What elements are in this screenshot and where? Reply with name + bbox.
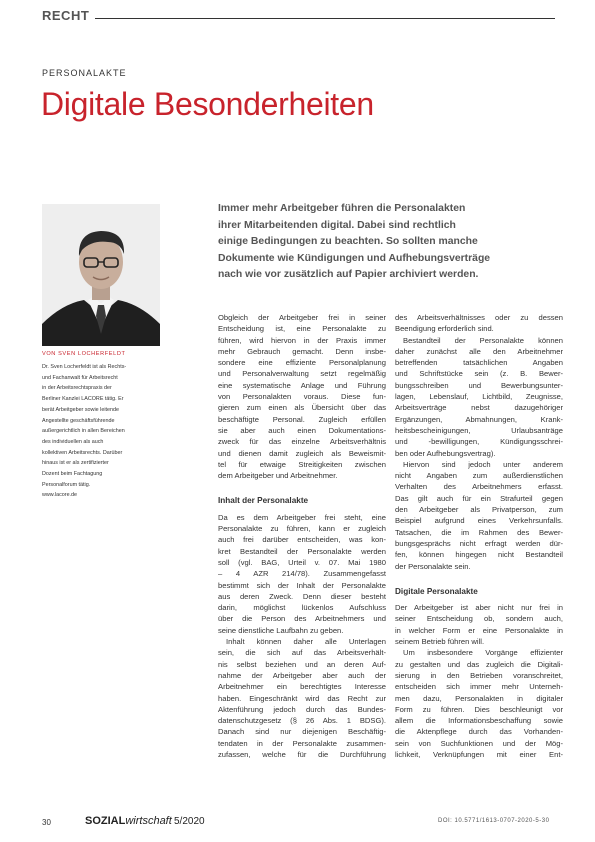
body-line: Da es dem Arbeitgeber frei steht, eine	[218, 512, 386, 522]
body-line: Tatsachen, die im Rahmen des Bewer-	[395, 527, 563, 537]
body-line: bungsschreiben und Bewerbungsunter-	[395, 380, 563, 390]
lead-line: Dokumente wie Kündigungen und Aufhebungsverträge	[218, 252, 491, 264]
body-line: soll (vgl. BAG, Urteil v. 07. Mai 1980	[218, 557, 386, 567]
body-line: daher zunächst alle den Arbeitnehmer	[395, 346, 563, 356]
author-website-link[interactable]: www.lacore.de	[42, 492, 78, 499]
body-column-2	[395, 312, 563, 760]
body-paragraph	[218, 636, 386, 760]
body-line: mehr Gebrauch gemacht. Denn insbe-	[218, 346, 386, 356]
issue-number: 5/2020	[174, 816, 205, 827]
body-paragraph	[218, 512, 386, 636]
author-bio	[42, 362, 164, 501]
author-bio-line: berät Arbeitgeber sowie leitende	[42, 406, 120, 413]
body-line: Aktenführung jedoch durch das Bundes-	[218, 704, 386, 714]
body-line: zu gestalten und das zugleich die Digitali-	[395, 659, 563, 669]
body-line: Beispiel aufgrund eines Verkehrsunfalls.	[395, 516, 563, 526]
body-line: haben. Eingeschränkt wird das Recht zur	[218, 693, 386, 703]
body-line: beschäftigte Personal. Zugleich erfüllen	[218, 414, 386, 424]
article-title: Digitale Besonderheiten	[41, 86, 374, 122]
body-line: Arbeitsverträge nebst dazugehöriger	[395, 403, 563, 413]
magazine-logo-bold: SOZIAL	[85, 815, 126, 827]
body-line: Personalakte zu führen, kann er zugleich	[218, 524, 386, 534]
body-line: seinem Betrieb führen will.	[395, 637, 485, 647]
body-line: sein von Suchfunktionen und der Mög-	[395, 738, 563, 748]
body-line: nicht Angaben zum außerdienstlichen	[395, 471, 563, 481]
body-line: des Arbeitsverhältnisses oder zu dessen	[395, 313, 563, 322]
lead-line: einige Bedingungen zu beachten. So sollten manche	[218, 236, 478, 247]
body-line: – 4 AZR 214/78). Zusammengefasst	[218, 569, 386, 579]
article-kicker: PERSONALAKTE	[42, 68, 127, 78]
body-line: von Personalakten voraus. Diese fun-	[218, 392, 386, 402]
body-line: die Aktenpflege durch das Vorhanden-	[395, 727, 563, 737]
body-line: den Arbeitgeber als Privatperson, zum	[395, 505, 563, 515]
subheading: Digitale Personalakte	[395, 586, 478, 596]
body-line: ben oder Aufhebungsvertrag).	[395, 448, 496, 458]
body-line: eine systematische Anlage und Führung	[218, 380, 386, 390]
body-line: betreffenden tatsächlichen Angaben	[395, 358, 563, 368]
body-line: Ergänzungen, Abmahnungen, Krank-	[395, 414, 563, 424]
body-line: sein, die sich auf das Arbeitsverhält-	[218, 648, 386, 658]
body-line: lichkeit, Verknüpfungen mit einer Ent-	[395, 749, 563, 759]
body-line: führen, wird hiervon in der Praxis immer	[218, 335, 386, 345]
lead-line: ihrer Mitarbeitenden digital. Dabei sind rechtlich	[218, 219, 456, 231]
author-bio-line: des individuellen als auch	[42, 438, 104, 445]
body-line: Um insbesondere Vorgänge effizienter	[403, 648, 563, 658]
section-label: RECHT	[42, 8, 90, 23]
body-line: Der Arbeitgeber ist aber nicht nur frei in	[395, 603, 563, 613]
body-paragraph	[395, 335, 563, 459]
body-line: sie aber auch einen Dokumentations-	[218, 425, 386, 435]
author-bio-line: kollektiven Arbeitsrechts. Darüber	[42, 449, 123, 456]
subheading: Inhalt der Personalakte	[218, 496, 309, 506]
body-line: Danach sind nur diejenigen Beschäftig-	[218, 727, 386, 737]
lead-line: Immer mehr Arbeitgeber führen die Personalakten	[218, 203, 466, 214]
body-paragraph	[218, 312, 386, 481]
body-line: und Schriftstücke sein (z. B. Bewer-	[395, 369, 563, 379]
body-line: kret Bestandteil der Personalakte werden	[218, 546, 386, 556]
body-line: und -bewilligungen, Kündigungsschrei-	[395, 437, 563, 447]
author-name: VON SVEN LOCHERFELDT	[42, 351, 126, 357]
body-paragraph	[395, 647, 563, 760]
author-bio-line: außergerichtlich in allen Bereichen	[42, 428, 125, 435]
body-line: der Personalakte sein.	[395, 561, 471, 571]
body-line: nahme der Arbeitgeber aber auch der	[218, 670, 386, 680]
body-line: über die Person des Arbeitnehmers und	[218, 614, 386, 624]
body-line: heitsbescheinigungen, Urlaubsanträge	[395, 425, 563, 435]
body-line: aus deren Zweck. Denn dieser besteht	[218, 591, 386, 601]
magazine-logo	[85, 815, 172, 827]
section-rule	[95, 18, 555, 19]
doi: DOI: 10.5771/1613-0707-2020-5-30	[438, 818, 550, 824]
author-bio-line: Dr. Sven Locherfeldt ist als Rechts-	[42, 364, 127, 370]
body-paragraph	[395, 459, 563, 572]
body-line: und dienen damit zugleich als Beweismit-	[218, 448, 386, 458]
author-photo	[42, 204, 160, 346]
body-line: darin, möglichst lückenlos Aufschluss	[218, 603, 386, 613]
body-line: Bestandteil der Personalakte können	[403, 335, 563, 345]
author-bio-line: Personalforum tätig.	[42, 481, 91, 488]
body-line: bestimmt sich der Inhalt der Personalakte	[218, 580, 386, 590]
author-bio-line: hinaus ist er als zertifizierter	[42, 460, 109, 467]
body-line: Beendigung erforderlich sind.	[395, 324, 494, 334]
body-line: Inhalt können daher alle Unterlagen	[226, 637, 386, 647]
article-lead	[218, 201, 554, 284]
body-line: Obgleich der Arbeitgeber frei in seiner	[218, 313, 386, 322]
body-line: Hiervon sind jedoch unter anderem	[403, 459, 563, 469]
body-line: fen, können hingegen nicht Bestandteil	[395, 550, 563, 560]
body-line: zweck für das einzelne Arbeitsverhältnis	[218, 437, 386, 447]
author-bio-line: und Fachanwalt für Arbeitsrecht	[42, 374, 118, 381]
body-line: und Personalverwaltung setzt regelmäßig	[218, 369, 386, 379]
body-line: nis selbst beziehen und an deren Auf-	[218, 659, 386, 669]
page-number: 30	[42, 818, 51, 827]
body-line: in welcher Form er eine Personalakte in	[395, 625, 563, 635]
author-bio-line: Dozent beim Fachtagung	[42, 471, 103, 478]
body-line: men dazu, Personalakten in digitaler	[395, 693, 563, 703]
body-line: dem Arbeitgeber und Arbeitnehmer.	[218, 471, 338, 481]
body-line: Arbeitnehmer ein berechtigtes Interesse	[218, 682, 386, 692]
body-paragraph	[395, 602, 563, 647]
body-line: Entscheidung ist, eine Personalakte zu	[218, 324, 386, 334]
magazine-logo-italic: wirtschaft	[125, 815, 172, 827]
body-line: bungsgesprächs nicht erfragt werden dür-	[395, 538, 563, 548]
body-line: zufassen, welche für die Durchführung	[218, 749, 386, 759]
body-line: entscheiden sich immer mehr Unterneh-	[395, 682, 563, 692]
body-paragraph	[395, 312, 563, 335]
body-line: allem die Informationsbeschaffung sowie	[395, 716, 563, 726]
body-line: Form zu führen. Dies beschleunigt vor	[395, 704, 563, 714]
author-portrait-image	[42, 204, 160, 346]
body-line: lagen, Lebenslauf, Lichtbild, Zeugnisse,	[395, 392, 563, 402]
body-line: Verhalten des Arbeitnehmers erfasst.	[395, 482, 563, 492]
body-line: Das gilt auch für ein Strafurteil gegen	[395, 493, 563, 503]
body-line: tel für etwaige Streitigkeiten zwischen	[218, 459, 386, 469]
body-line: gieren zum einen als Übersicht über das	[218, 403, 386, 413]
author-bio-line: Angestellte geschäftsführende	[42, 417, 115, 424]
author-bio-line: Berliner Kanzlei LACORE tätig. Er	[42, 396, 124, 403]
body-line: auch frei darüber entscheiden, was kon-	[218, 535, 386, 545]
body-line: datenschutzgesetz (§ 26 Abs. 1 BDSG).	[218, 716, 386, 726]
author-bio-line: in der Arbeitsrechtspraxis der	[42, 385, 112, 392]
body-column-1	[218, 312, 386, 760]
body-line: seine dienstliche Laufbahn zu geben.	[218, 625, 344, 635]
lead-line: nach wie vor zusätzlich auf Papier archiviert werden.	[218, 269, 479, 280]
body-line: seiner Entscheidung ob, sondern auch,	[395, 614, 563, 624]
body-line: sondere eine effiziente Personalplanung	[218, 358, 386, 368]
body-line: sierung in den Betrieben voranschreitet,	[395, 670, 563, 680]
body-line: tendaten in der Personalakte zusammen-	[218, 738, 386, 748]
